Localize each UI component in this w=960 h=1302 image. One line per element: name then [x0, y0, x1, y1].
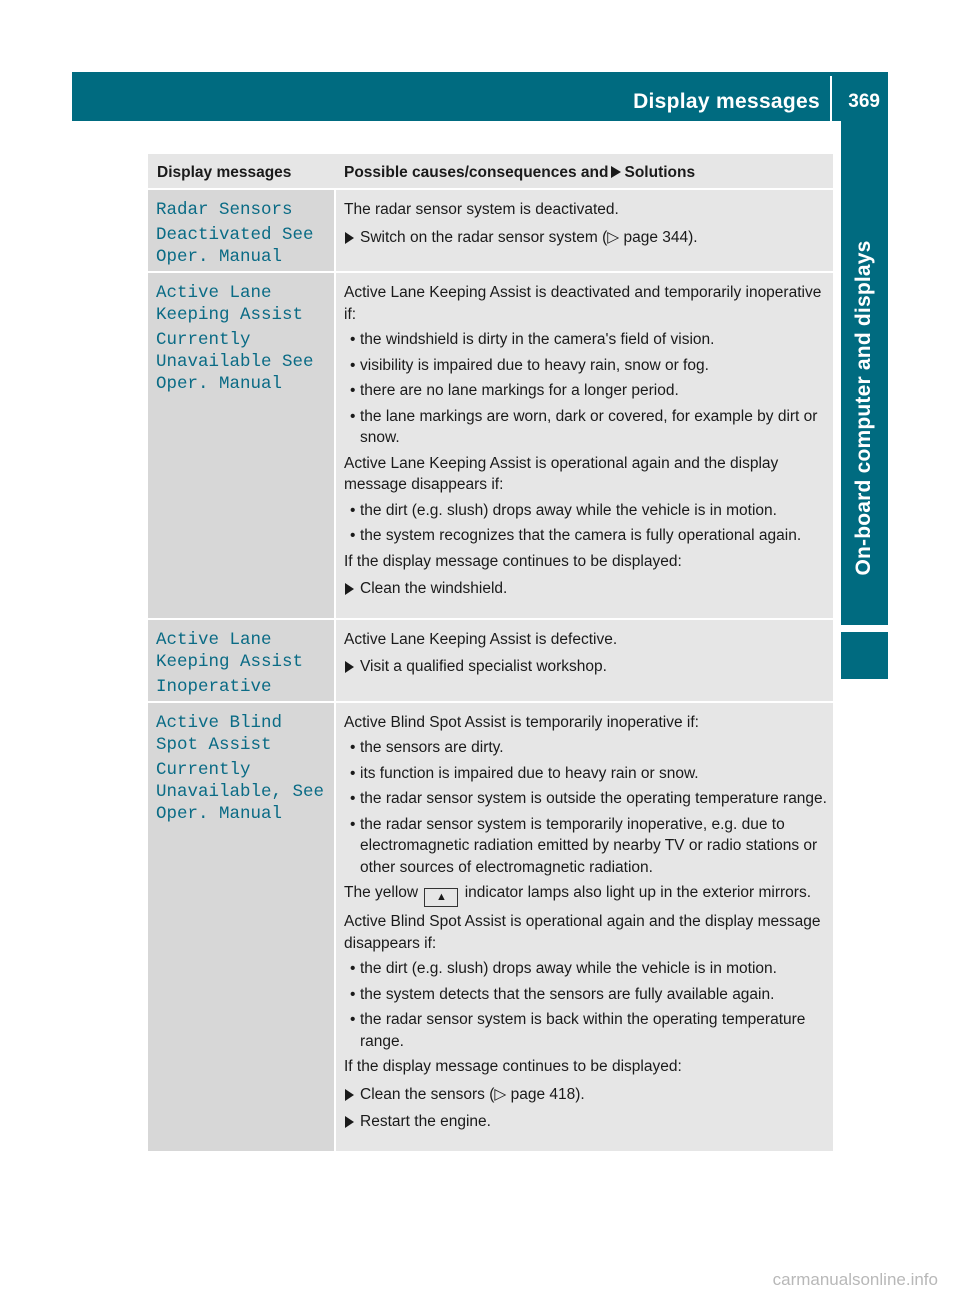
arrow-right-icon [611, 166, 621, 178]
paragraph: Active Lane Keeping Assist is operational again and the display message disappears if: [344, 454, 779, 493]
display-message-text: Inoperative [156, 676, 272, 697]
page-title: Display messages [633, 90, 820, 113]
display-message-text: Currently Unavailable See Oper. Manual [156, 330, 314, 394]
paragraph: Active Blind Spot Assist is operational again and the display message disappears if: [344, 913, 821, 952]
solution-cell [336, 620, 833, 701]
footer-watermark: carmanualsonline.info [772, 1270, 938, 1289]
message-cell [148, 273, 334, 618]
lamp-text-before: The yellow [344, 884, 419, 901]
display-messages-table [148, 154, 833, 1153]
display-message-text: Active Lane Keeping Assist [156, 629, 304, 672]
action-step: Switch on the radar sensor system (▷ page 344). [344, 227, 829, 249]
bullet-item: • there are no lane markings for a longer period. [344, 380, 829, 402]
paragraph: Active Lane Keeping Assist is deactivated and temporarily inoperative if: [344, 284, 822, 323]
table-row [148, 273, 833, 620]
bullet-item: • the lane markings are worn, dark or covered, for example by dirt or snow. [344, 406, 829, 449]
bullet-item: • the system recognizes that the camera is fully operational again. [344, 525, 829, 547]
header-solutions-label: Solutions [624, 164, 696, 181]
message-cell [148, 620, 334, 701]
message-cell [148, 190, 334, 271]
bullet-item: • the dirt (e.g. slush) drops away while the vehicle is in motion. [344, 500, 829, 522]
action-step: Clean the sensors (▷ page 418). [344, 1084, 829, 1106]
solution-cell [336, 273, 833, 618]
paragraph: Active Blind Spot Assist is temporarily inoperative if: [344, 713, 699, 731]
action-step: Clean the windshield. [344, 578, 829, 600]
table-body [148, 190, 833, 1153]
warning-lamp-icon: ▲ [424, 888, 458, 907]
paragraph: Active Lane Keeping Assist is defective. [344, 630, 618, 648]
bullet-item: • the dirt (e.g. slush) drops away while the vehicle is in motion. [344, 958, 829, 980]
page-header-bar [72, 72, 888, 121]
paragraph: If the display message continues to be displayed: [344, 552, 682, 570]
table-row [148, 703, 833, 1153]
message-cell [148, 703, 334, 1151]
display-message-text: Currently Unavailable, See Oper. Manual [156, 759, 325, 824]
header-display-messages: Display messages [157, 164, 292, 181]
table-row [148, 190, 833, 273]
display-message-text: Active Lane Keeping Assist [156, 283, 304, 325]
paragraph: If the display message continues to be displayed: [344, 1058, 682, 1075]
bullet-item: • the sensors are dirty. [344, 737, 829, 759]
bullet-item: • the radar sensor system is outside the operating temperature range. [344, 788, 829, 810]
page-number: 369 [848, 91, 880, 112]
action-step: Restart the engine. [344, 1111, 829, 1133]
bullet-item: • the system detects that the sensors are fully available again. [344, 984, 829, 1006]
action-step: Visit a qualified specialist workshop. [344, 656, 829, 678]
bullet-item: • visibility is impaired due to heavy rain, snow or fog. [344, 355, 829, 377]
bullet-item: • the radar sensor system is temporarily inoperative, e.g. due to electromagnetic radiation emitted by nearby TV or radio stations or other sources of electromagnetic radiation. [344, 814, 829, 879]
display-message-text: Deactivated See Oper. Manual [156, 225, 314, 267]
section-side-label: On-board computer and displays [852, 240, 875, 576]
solution-cell [336, 703, 833, 1151]
lamp-paragraph [344, 882, 829, 907]
bullet-item: • the radar sensor system is back within the operating temperature range. [344, 1009, 829, 1052]
bullet-item: • the windshield is dirty in the camera's field of vision. [344, 329, 829, 351]
solution-cell [336, 190, 833, 271]
header-causes-label: Possible causes/consequences and [344, 164, 609, 181]
lamp-text-after: indicator lamps also light up in the exterior mirrors. [464, 884, 812, 901]
table-header [148, 154, 833, 190]
table-row [148, 620, 833, 703]
bullet-item: • its function is impaired due to heavy rain or snow. [344, 763, 829, 785]
header-causes-solutions [336, 154, 833, 188]
header-divider [830, 76, 832, 121]
display-message-text: Radar Sensors [156, 200, 293, 220]
side-marker [841, 632, 888, 679]
paragraph: The radar sensor system is deactivated. [344, 201, 619, 218]
display-message-text: Active Blind Spot Assist [156, 712, 283, 755]
